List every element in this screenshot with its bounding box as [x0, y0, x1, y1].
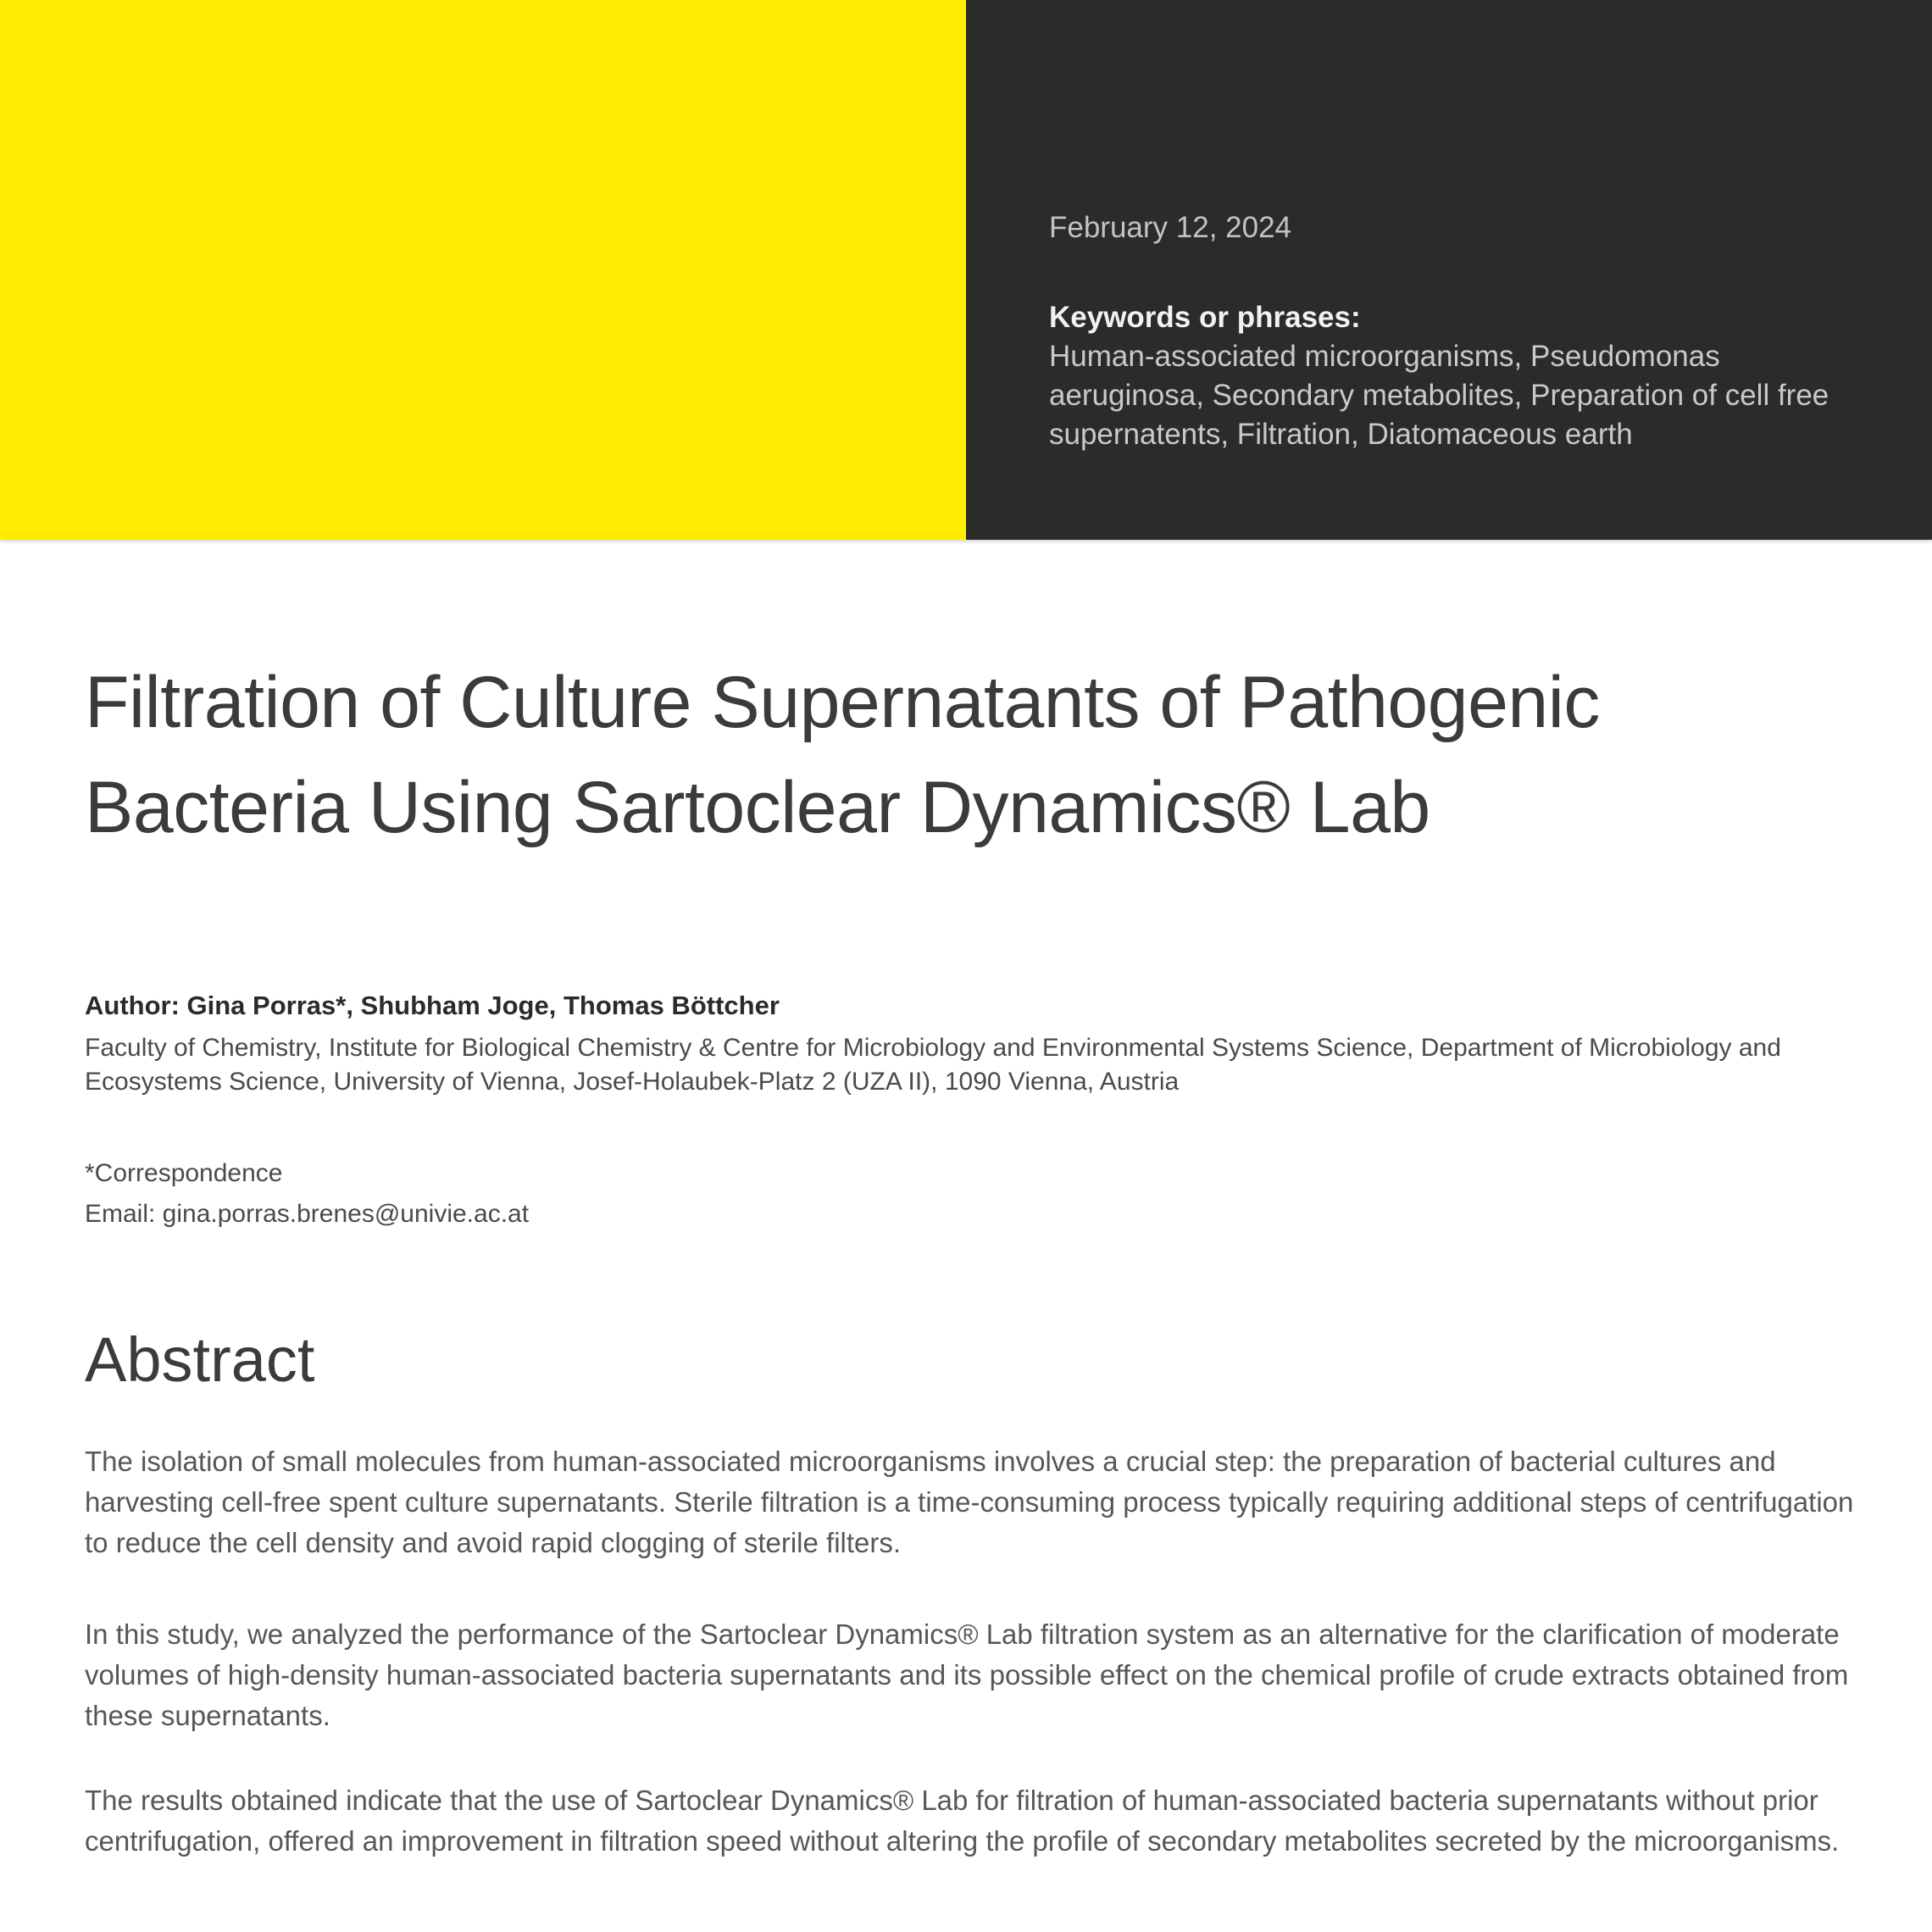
author-byline: Author: Gina Porras*, Shubham Joge, Thomas Böttcher [85, 991, 780, 1020]
header-info-panel [966, 0, 1932, 540]
keywords-label: Keywords or phrases: [1049, 301, 1361, 334]
author-affiliation: Faculty of Chemistry, Institute for Biological Chemistry & Centre for Microbiology and Environmental Systems Science, Department of Microbiology and Ecosystems Science, University of Vienna, Josef-Holaubek-Platz 2 (UZA II), 1090 Vienna, Austria [85, 1034, 1781, 1096]
keywords-list: Human-associated microorganisms, Pseudomonas aeruginosa, Secondary metabolites, Preparation of cell free supernatents, Filtration, Diatomaceous earth [1049, 340, 1829, 451]
masthead [0, 0, 1932, 540]
document-body [0, 650, 1932, 1862]
brand-yellow-block [0, 0, 966, 540]
publication-date: February 12, 2024 [1049, 211, 1292, 244]
correspondence-label: *Correspondence [85, 1159, 283, 1187]
correspondence-block [85, 1153, 1856, 1235]
page-title: Filtration of Culture Supernatants of Pathogenic Bacteria Using Sartoclear Dynamics® Lab [85, 662, 1600, 848]
abstract-paragraph-1: The isolation of small molecules from human-associated microorganisms involves a crucial step: the preparation of bacterial cultures and harvesting cell-free spent culture supernatants. Sterile filtration is a time-consuming process typically requiring additional steps of centrifugation to reduce the cell density and avoid rapid clogging of sterile filters. [85, 1446, 1854, 1558]
abstract-heading: Abstract [85, 1324, 315, 1395]
abstract-paragraph-2: In this study, we analyzed the performance of the Sartoclear Dynamics® Lab filtration system as an alternative for the clarification of moderate volumes of high-density human-associated bacteria supernatants and its possible effect on the chemical profile of crude extracts obtained from these supernatants. [85, 1618, 1849, 1731]
correspondence-email: Email: gina.porras.brenes@univie.ac.at [85, 1200, 530, 1228]
abstract-paragraph-3: The results obtained indicate that the use of Sartoclear Dynamics® Lab for filtration of human-associated bacteria supernatants without prior centrifugation, offered an improvement in filtration speed without altering the profile of secondary metabolites secreted by the microorganisms. [85, 1785, 1840, 1857]
